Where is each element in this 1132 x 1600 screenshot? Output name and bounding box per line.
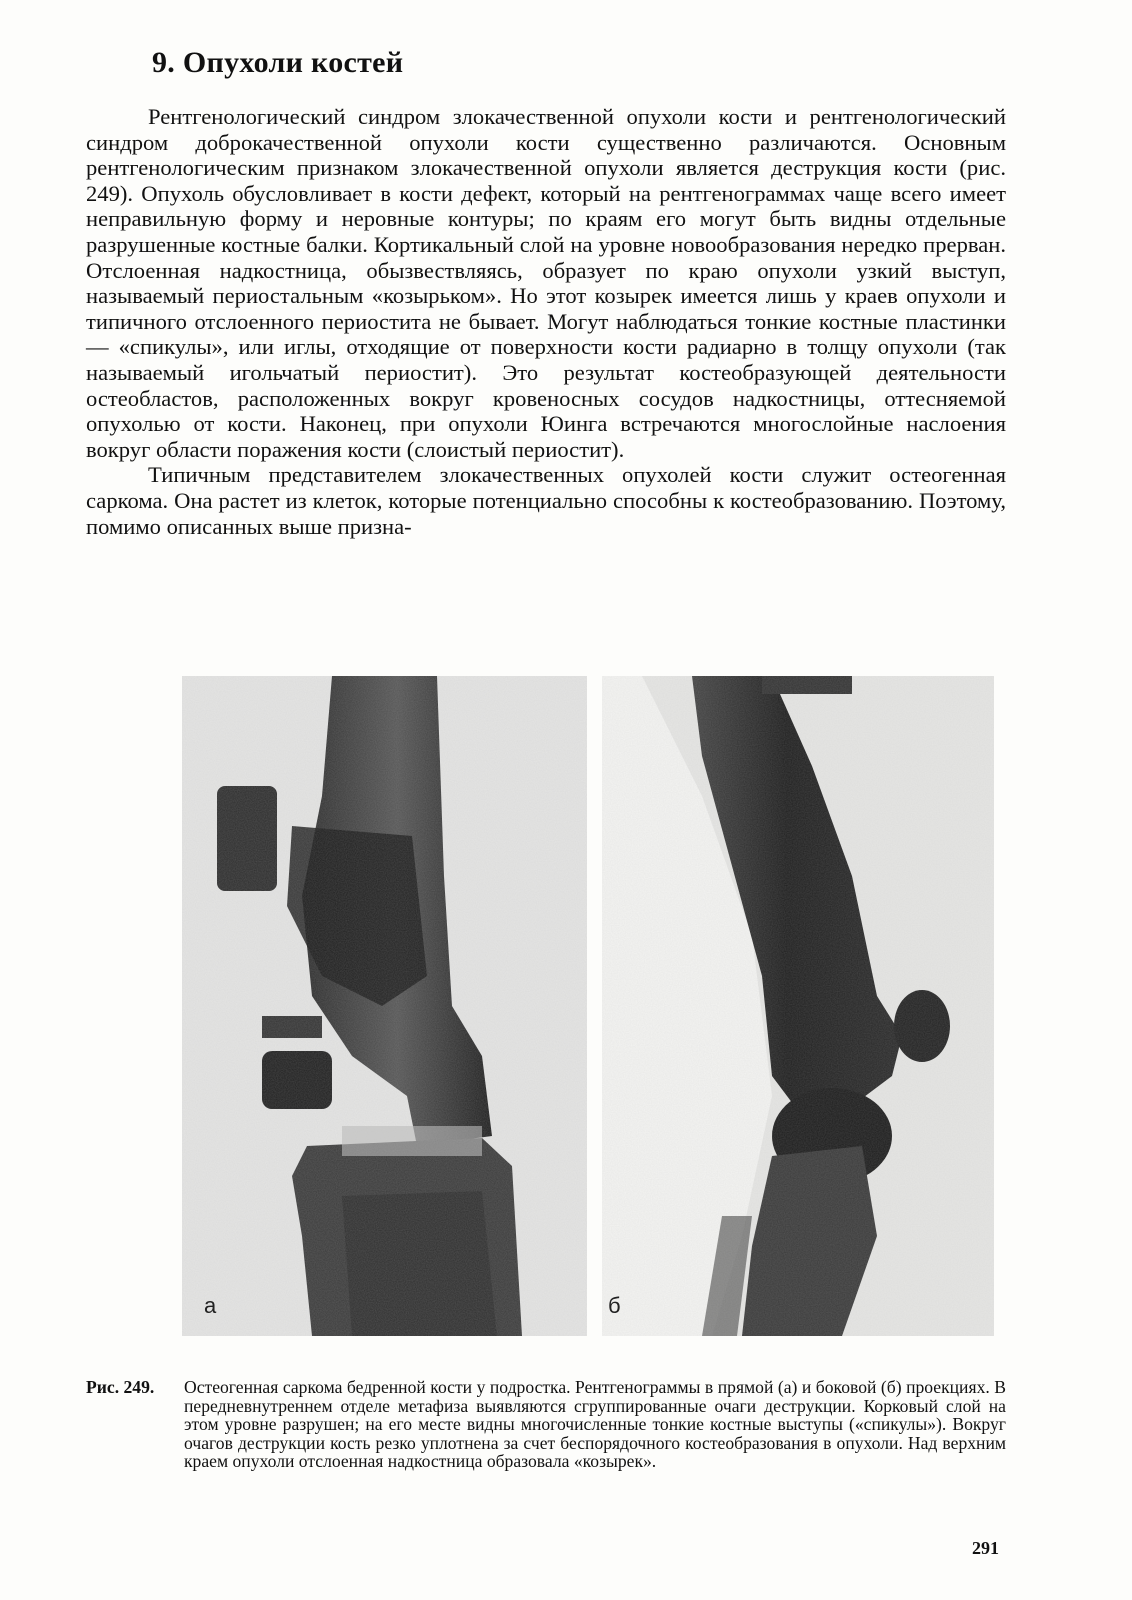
section-heading: 9. Опухоли костей [152,46,404,79]
panel-label-b: б [608,1293,621,1318]
xray-lateral-image [602,676,994,1336]
xray-frontal-image [182,676,587,1336]
body-text [86,104,1006,539]
caption-text: Остеогенная саркома бедренной кости у подростка. Рентгенограммы в прямой (а) и боковой (б) проекциях. В передневнутреннем отделе метафиза выявляются сгруппированные очаги деструкции. Корковый слой на этом уровне разрушен; на его месте видны многочисленные тонкие костные выступы («спикулы»). Вокруг очагов деструкции кость резко уплотнена за счет беспорядочного костеобразования в опухоли. Над верхним краем опухоли отслоенная надкостница образовала «козырек». [184,1377,1006,1472]
caption-label: Рис. 249. [86,1377,155,1397]
page-number: 291 [972,1538,999,1558]
figure-249 [182,676,992,1336]
paragraph-1: Рентгенологический синдром злокачественной опухоли кости и рентгенологический синдром доброкачественной опухоли кости существенно различаются. Основным рентгенологическим признаком злокачественной опухоли является деструкция кости (рис. 249). Опухоль обусловливает в кости дефект, который на рентгенограммах чаще всего имеет неправильную форму и неровные контуры; по краям его могут быть видны отдельные разрушенные костные балки. Кортикальный слой на уровне новообразования нередко прерван. Отслоенная надкостница, обызвествляясь, образует по краю опухоли узкий выступ, называемый периостальным «козырьком». Но этот козырек имеется лишь у краев опухоли и типичного отслоенного периостита не бывает. Могут наблюдаться тонкие костные пластинки — «спикулы», или иглы, отходящие от поверхности кости радиарно в толщу опухоли (так называемый игольчатый периостит). Это результат костеобразующей деятельности остеобластов, расположенных вокруг кровеносных сосудов надкостницы, оттесняемой опухолью от кости. Наконец, при опухоли Юинга встречаются многослойные наслоения вокруг области поражения кости (слоистый периостит). [86,104,1006,462]
paragraph-2: Типичным представителем злокачественных опухолей кости служит остеогенная саркома. Она растет из клеток, которые потенциально способны к костеобразованию. Поэтому, помимо описанных выше призна- [86,462,1006,539]
figure-caption [86,1378,1006,1471]
panel-label-a: а [204,1293,217,1318]
